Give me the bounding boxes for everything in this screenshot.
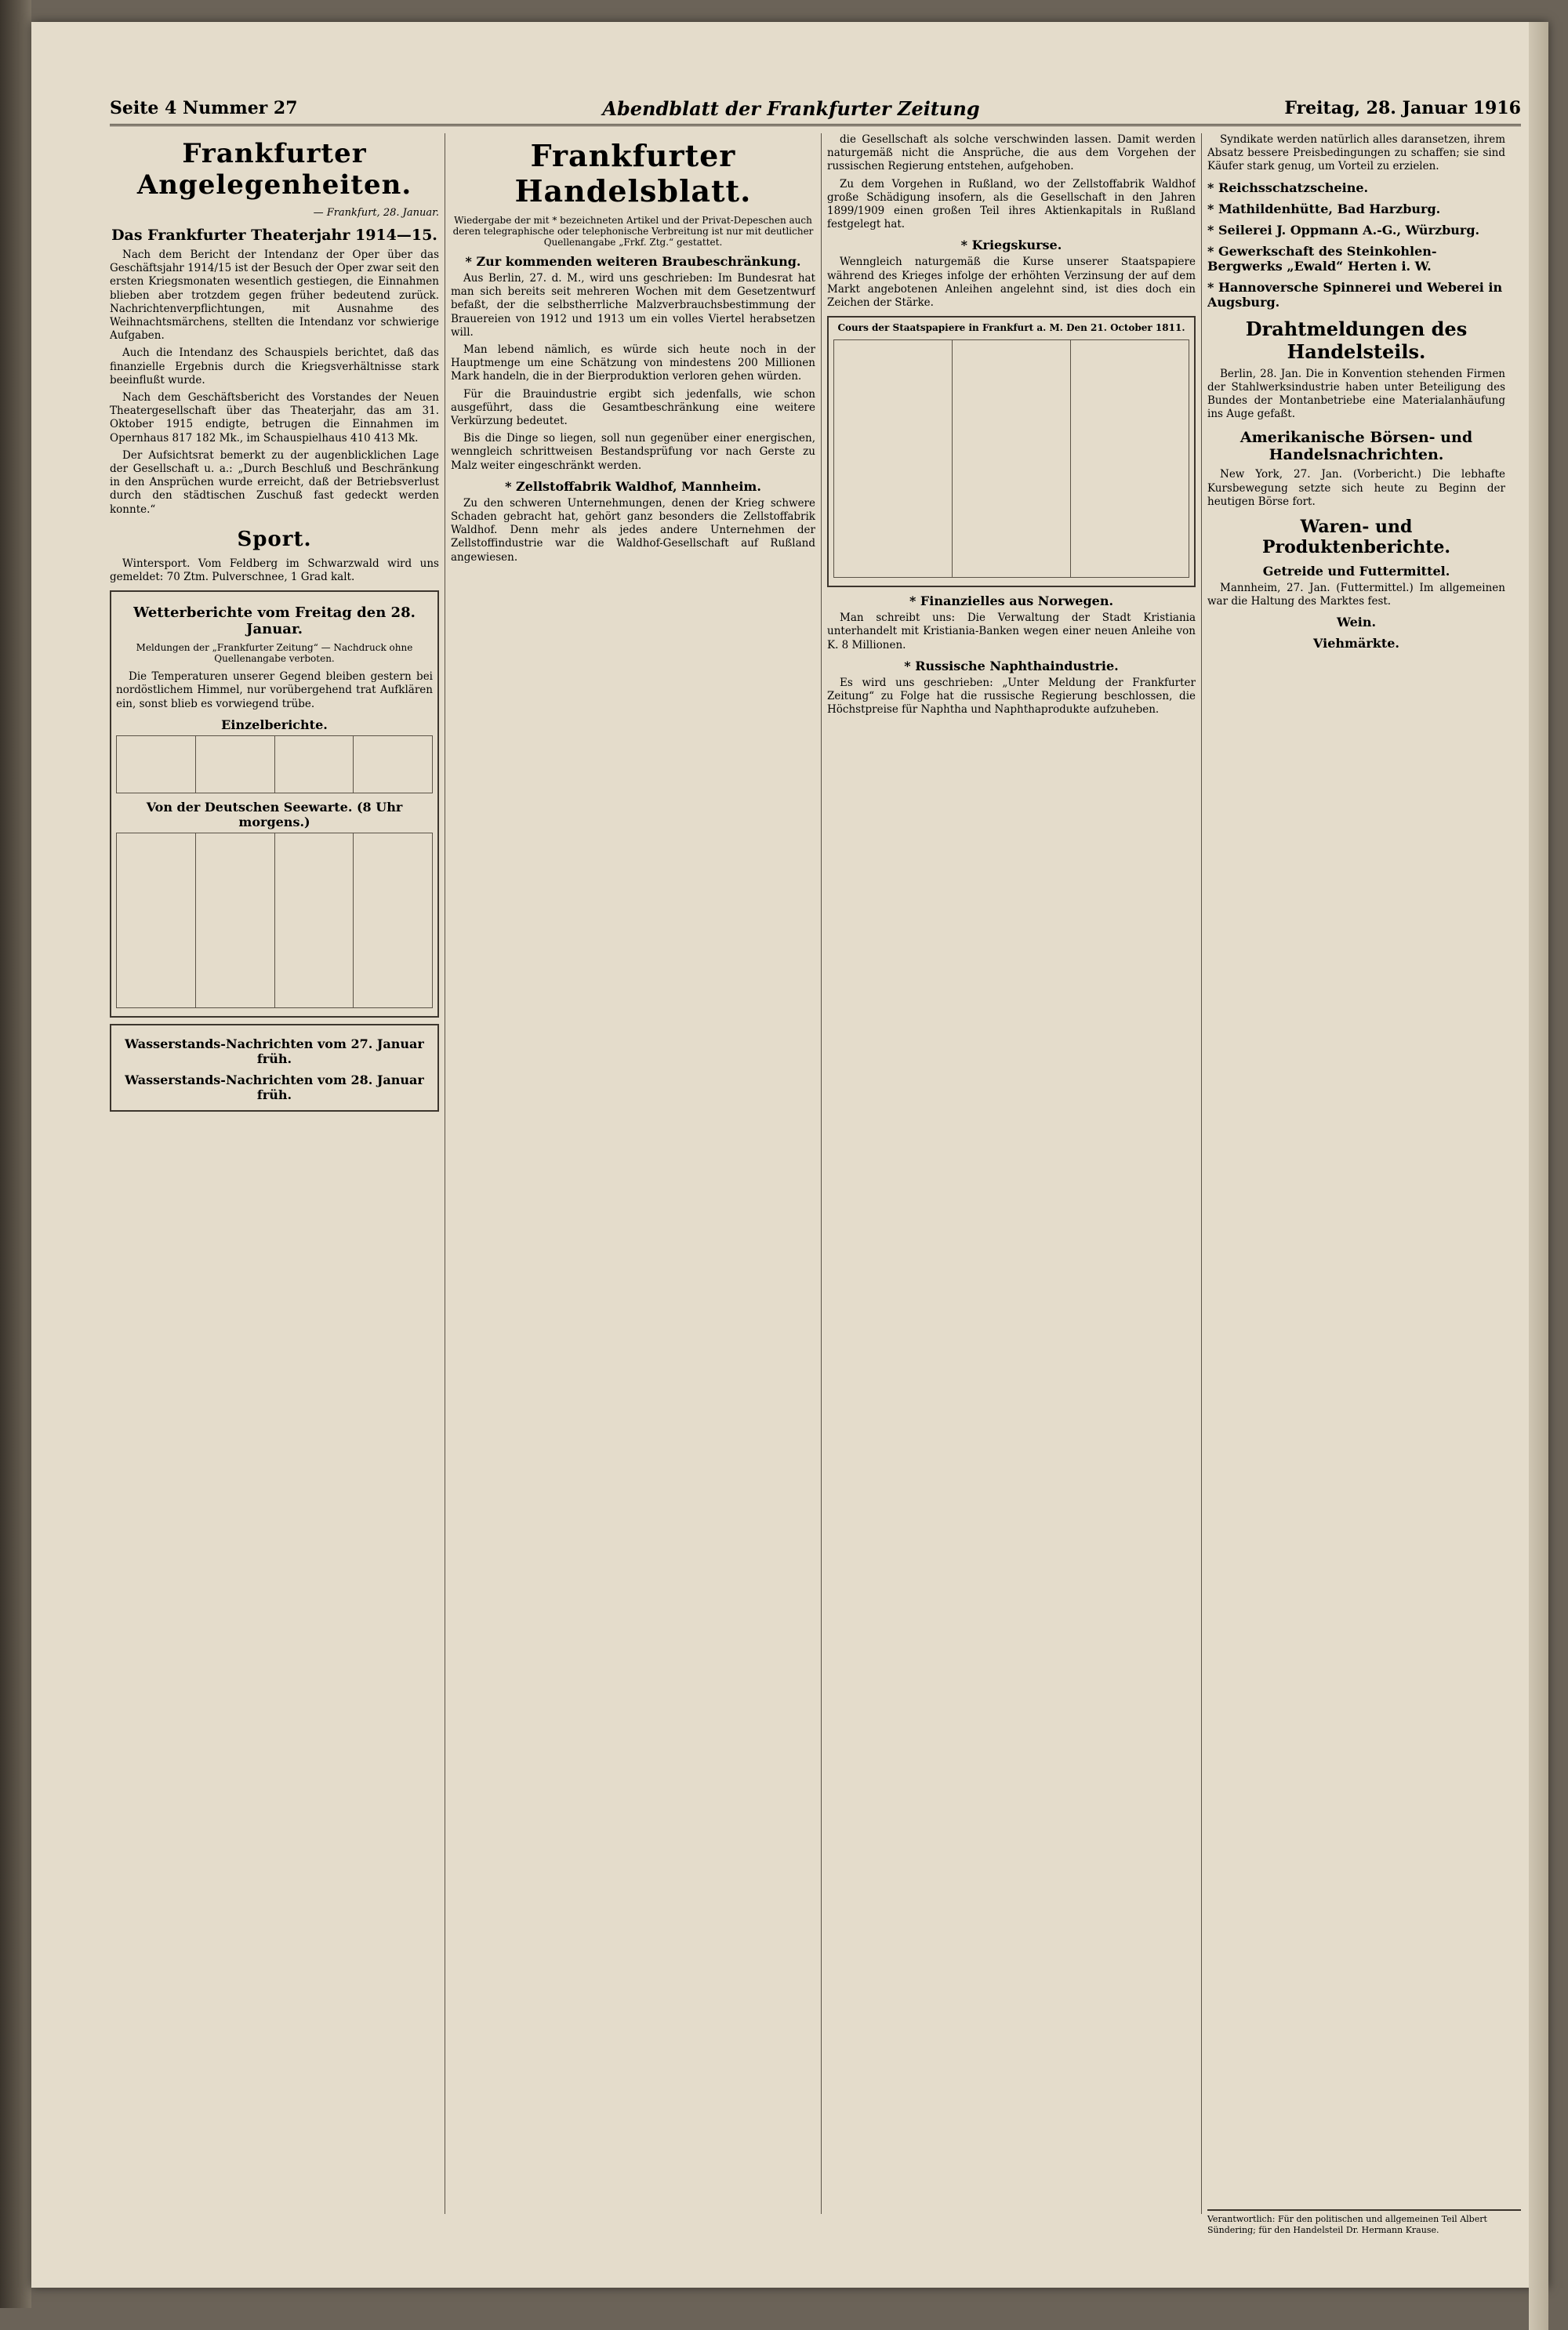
page-header xyxy=(110,93,1521,126)
item-headline: * Reichsschatzscheine. xyxy=(1207,180,1369,195)
column-1 xyxy=(110,133,439,2214)
weather-paragraph: Die Temperaturen unserer Gegend bleiben gestern bei nordöstlichem Himmel, nur vorübergehend trat Aufklären ein, sonst blieb es vorwiegend trübe. xyxy=(116,670,433,710)
article-headline: * Zellstoffabrik Waldhof, Mannheim. xyxy=(505,478,761,494)
seewarte-table xyxy=(116,833,433,1008)
article-paragraph: Bis die Dinge so liegen, soll nun gegenüber einer energischen, wenngleich schrittweisen Bestandsprüfung vor nach Gerste zu Malz weiter eingeschränkt werden. xyxy=(451,432,815,472)
table-cell xyxy=(195,833,274,1007)
article-paragraph: New York, 27. Jan. (Vorbericht.) Die lebhafte Kursbewegung setzte sich heute zu Beginn der heutigen Börse fort. xyxy=(1207,468,1505,508)
staatspapiere-table xyxy=(833,339,1189,578)
dateline: — Frankfurt, 28. Januar. xyxy=(313,207,439,219)
imprint-footer: Verantwortlich: Für den politischen und allgemeinen Teil Albert Sündering; für den Handelsteil Dr. Hermann Krause. xyxy=(1207,2209,1521,2261)
column-rule xyxy=(821,133,822,2214)
binding-shadow xyxy=(0,0,31,2308)
article-headline: * Zur kommenden weiteren Braubeschränkung. xyxy=(465,254,801,269)
waren-title: Waren- und Produktenberichte. xyxy=(1261,517,1451,558)
column-4 xyxy=(1207,133,1505,2214)
table-cell xyxy=(274,833,354,1007)
article-paragraph: Wenngleich naturgemäß die Kurse unserer Staatspapiere während des Krieges infolge der erhöhten Verzinsung der auf dem Markt angebotenen Anleihen angelehnt sind, ist dies doch ein Zeichen der Stärke. xyxy=(827,256,1196,310)
article-headline: Das Frankfurter Theaterjahr 1914—15. xyxy=(111,227,437,244)
weather-table xyxy=(116,735,433,793)
article-paragraph: Syndikate werden natürlich alles daransetzen, ihrem Absatz bessere Preisbedingungen zu schaffen; sie sind Käufer stark genug, um Vorteil zu erzielen. xyxy=(1207,133,1505,173)
article-paragraph: Berlin, 28. Jan. Die in Konvention stehenden Firmen der Stahlwerksindustrie haben unter Beteiligung des Bundes der Montanbetriebe eine Materialanhäufung ins Auge gefaßt. xyxy=(1207,367,1505,421)
article-paragraph: Nach dem Geschäftsbericht des Vorstandes der Neuen Theatergesellschaft über das Theaterjahr, das am 31. Oktober 1915 endigte, betrugen die Einnahmen im Opernhaus 817 182 Mk., im Schauspielhaus 410 413 Mk. xyxy=(110,391,439,445)
article-paragraph: Aus Berlin, 27. d. M., wird uns geschrieben: Im Bundesrat hat man sich bereits seit mehreren Wochen mit dem Gesetzentwurf befaßt, der die selbstherrliche Malzverbrauchsbestimmung der Brauereien von 1912 und 1913 um ein volles Viertel herabsetzen will. xyxy=(451,272,815,339)
wasserstand-box xyxy=(110,1024,439,1112)
section-title: Frankfurter Angelegenheiten. xyxy=(136,138,412,201)
table-cell xyxy=(117,833,196,1007)
article-headline: * Kriegskurse. xyxy=(960,238,1062,253)
wein-title: Wein. xyxy=(1336,615,1377,630)
page-edge xyxy=(1529,22,1548,2330)
header-center: Abendblatt der Frankfurter Zeitung xyxy=(602,96,980,120)
item-headline: * Seilerei J. Oppmann A.-G., Würzburg. xyxy=(1207,222,1480,238)
vieh-title: Viehmärkte. xyxy=(1313,636,1399,651)
sport-paragraph: Wintersport. Vom Feldberg im Schwarzwald wird uns gemeldet: 70 Ztm. Pulverschnee, 1 Grad kalt. xyxy=(110,557,439,584)
table-cell xyxy=(953,340,1071,578)
item-headline: * Mathildenhütte, Bad Harzburg. xyxy=(1207,201,1441,216)
item-headline: * Gewerkschaft des Steinkohlen-Bergwerks „Ewald“ Herten i. W. xyxy=(1207,243,1437,274)
article-paragraph: Mannheim, 27. Jan. (Futtermittel.) Im allgemeinen war die Haltung des Marktes fest. xyxy=(1207,582,1505,608)
column-rule xyxy=(1201,133,1202,2214)
column-2 xyxy=(451,133,815,2214)
article-paragraph: Es wird uns geschrieben: „Unter Meldung der Frankfurter Zeitung“ zu Folge hat die russische Regierung beschlossen, die Höchstpreise für Naphtha und Naphthaprodukte aufzuheben. xyxy=(827,676,1196,717)
table-cell xyxy=(195,735,274,793)
amerik-title: Amerikanische Börsen- und Handelsnachrichten. xyxy=(1240,429,1473,464)
header-right: Freitag, 28. Januar 1916 xyxy=(1284,98,1521,118)
staatspapiere-box xyxy=(827,316,1196,587)
article-paragraph: Auch die Intendanz des Schauspiels berichtet, daß das finanzielle Ergebnis durch die Kriegsverhältnisse stark beeinflußt wurde. xyxy=(110,347,439,387)
article-paragraph: Der Aufsichtsrat bemerkt zu der augenblicklichen Lage der Gesellschaft u. a.: „Durch Beschluß und Beschränkung in den Ansprüchen wurde erreicht, daß der Betriebsverlust durch den städtischen Zuschuß fast gedeckt werden konnte.“ xyxy=(110,448,439,516)
article-headline: * Russische Naphthaindustrie. xyxy=(904,658,1119,673)
einzel-title: Einzelberichte. xyxy=(221,717,328,732)
getreide-title: Getreide und Futtermittel. xyxy=(1262,564,1450,579)
article-paragraph: Nach dem Bericht der Intendanz der Oper über das Geschäftsjahr 1914/15 ist der Besuch der Oper zwar seit den ersten Kriegsmonaten wesentlich gestiegen, die Einnahmen blieben aber trotzdem gegen früher bedeutend zurück. Nachrichtenverpflichtungen, mit Ausnahme des Weihnachtsmärchens, stellten die Intendanz vor schwierige Aufgaben. xyxy=(110,249,439,343)
wasserstand-title: Wasserstands-Nachrichten vom 27. Januar früh. xyxy=(125,1036,424,1066)
article-paragraph: Zu dem Vorgehen in Rußland, wo der Zellstoffabrik Waldhof große Schädigung insofern, als die Gesellschaft in den Jahren 1899/1909 einen großen Teil ihres Aktienkapitals in Rußland festgelegt hat. xyxy=(827,177,1196,231)
table-cell xyxy=(274,735,354,793)
reprint-notice: Wiedergabe der mit * bezeichneten Artikel und der Privat-Depeschen auch deren telegraphische oder telephonische Verbreitung ist nur mit deutlicher Quellenangabe „Frkf. Ztg.“ gestattet. xyxy=(452,215,814,248)
column-3 xyxy=(827,133,1196,2214)
table-cell xyxy=(354,833,433,1007)
table-cell xyxy=(1071,340,1189,578)
drahtmeldungen-title: Drahtmeldungen des Handelsteils. xyxy=(1245,317,1468,363)
header-left: Seite 4 Nummer 27 xyxy=(110,98,298,118)
item-headline: * Hannoversche Spinnerei und Weberei in Augsburg. xyxy=(1207,279,1503,310)
sport-title: Sport. xyxy=(237,527,312,551)
section-title: Frankfurter Handelsblatt. xyxy=(514,138,752,209)
weather-box xyxy=(110,590,439,1018)
table-cell xyxy=(117,735,196,793)
article-headline: * Finanzielles aus Norwegen. xyxy=(909,593,1114,609)
article-paragraph: Man schreibt uns: Die Verwaltung der Stadt Kristiania unterhandelt mit Kristiania-Banken wegen einer neuen Anleihe von K. 8 Millionen. xyxy=(827,612,1196,651)
article-paragraph: Für die Brauindustrie ergibt sich jedenfalls, wie schon ausgeführt, dass die Gesamtbeschränkung eine weitere Verkürzung bedeutet. xyxy=(451,387,815,428)
weather-subtitle: Meldungen der „Frankfurter Zeitung“ — Nachdruck ohne Quellenangabe verboten. xyxy=(136,642,413,665)
weather-title: Wetterberichte vom Freitag den 28. Januar. xyxy=(133,604,416,638)
table-cell xyxy=(834,340,953,578)
article-paragraph: Man lebend nämlich, es würde sich heute noch in der Hauptmenge um eine Schätzung von mindestens 200 Millionen Mark handeln, die in der Bierproduktion verloren gehen würden. xyxy=(451,343,815,383)
table-title: Cours der Staatspapiere in Frankfurt a. M. Den 21. October 1811. xyxy=(837,322,1185,334)
table-cell xyxy=(354,735,433,793)
article-paragraph: Zu den schweren Unternehmungen, denen der Krieg schwere Schaden gebracht hat, gehört ganz besonders die Zellstoffabrik Waldhof. Denn mehr als jedes andere Unternehmen der Zellstoffindustrie war die Waldhof-Gesellschaft auf Rußland angewiesen. xyxy=(451,496,815,564)
wasserstand-title: Wasserstands-Nachrichten vom 28. Januar früh. xyxy=(125,1072,424,1102)
article-paragraph: die Gesellschaft als solche verschwinden lassen. Damit werden naturgemäß nicht die Ansprüche, die aus dem Vorgehen der russischen Regierung entstehen, aufgehoben. xyxy=(827,133,1196,173)
seewarte-title: Von der Deutschen Seewarte. (8 Uhr morgens.) xyxy=(146,799,403,829)
